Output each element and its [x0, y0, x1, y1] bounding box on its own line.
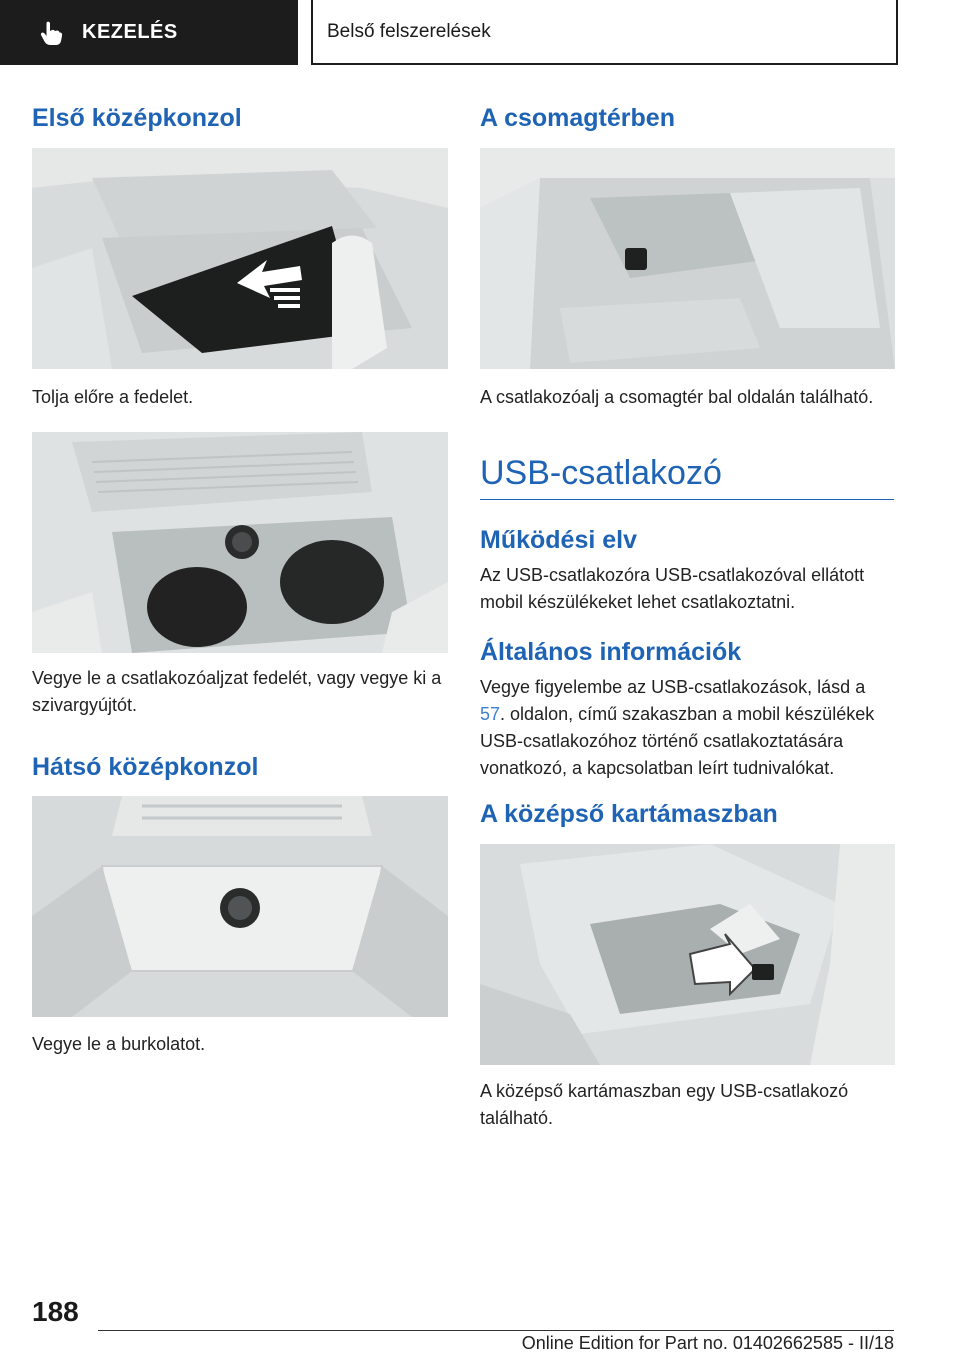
page-number: 188 — [32, 1296, 79, 1327]
footer-divider — [98, 1330, 894, 1331]
armrest-usb-illustration — [480, 844, 895, 1065]
usb-heading: USB-csatlakozó — [480, 454, 894, 500]
cupholder-socket-illustration — [32, 432, 448, 653]
chapter-label: KEZELÉS — [82, 21, 178, 43]
caption-push-cover: Tolja előre a fedelet. — [32, 387, 194, 407]
caption-armrest-usb: A középső kartámaszban egy USB-csatlakozó található. — [480, 1081, 849, 1128]
hand-pointer-icon — [38, 20, 64, 46]
front-console-heading: Első középkonzol — [32, 104, 242, 132]
trunk-socket-illustration — [480, 148, 895, 369]
front-console-cover-illustration — [32, 148, 448, 369]
rear-console-heading: Hátsó középkonzol — [32, 753, 259, 781]
general-info-text — [480, 674, 895, 782]
rear-console-illustration — [32, 796, 448, 1017]
caption-remove-socket-cover: Vegye le a csatlakozóaljzat fedelét, vagy vegye ki a szivargyújtót. — [32, 668, 442, 715]
general-info-heading: Általános információk — [480, 638, 742, 666]
armrest-heading: A középső kartámaszban — [480, 800, 778, 828]
caption-trunk-socket: A csatlakozóalj a csomagtér bal oldalán található. — [480, 387, 874, 407]
chapter-tab — [0, 0, 298, 65]
page-link-57[interactable]: 57 — [480, 704, 501, 724]
caption-remove-cover: Vegye le a burkolatot. — [32, 1034, 206, 1054]
general-text-part1: Vegye figyelembe az USB-csatlakozások, lásd a — [480, 677, 866, 697]
edition-text: Online Edition for Part no. 01402662585 - II/18 — [521, 1333, 894, 1353]
trunk-heading: A csomagtérben — [480, 104, 675, 132]
general-text-part2: . oldalon, című szakaszban a mobil készülékek USB-csatlakozóhoz történő csatlakoztatására vonatkozó, a kapcsolatban leírt tudnivalókat. — [480, 704, 875, 778]
principle-heading: Működési elv — [480, 526, 637, 554]
principle-text: Az USB-csatlakozóra USB-csatlakozóval ellátott mobil készülékeket lehet csatlakoztatni. — [480, 565, 865, 612]
section-label: Belső felszerelések — [327, 20, 491, 42]
section-header — [311, 0, 898, 65]
